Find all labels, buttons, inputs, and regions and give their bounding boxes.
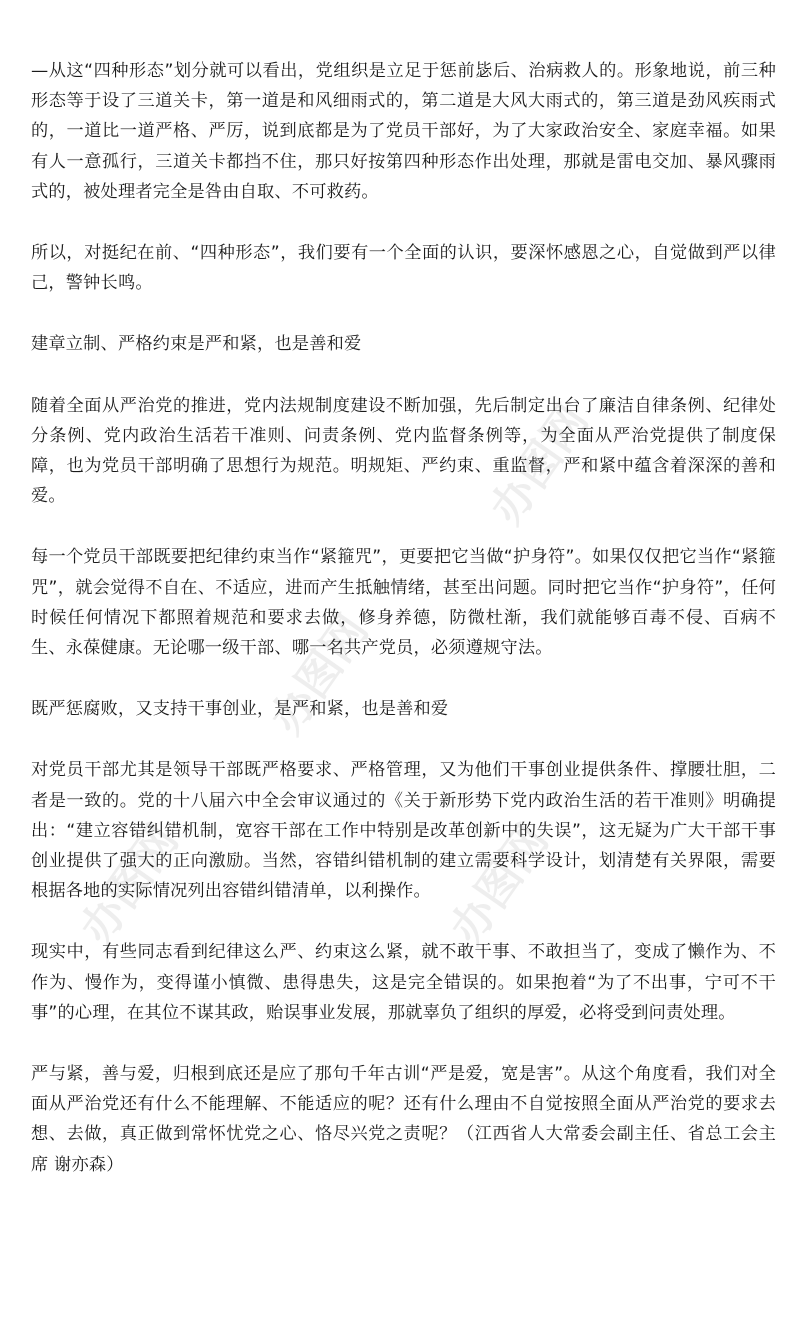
article-body (31, 56, 776, 1180)
paragraph: 对党员干部尤其是领导干部既严格要求、严格管理，又为他们干事创业提供条件、撑腰壮胆，二者是一致的。党的十八届六中全会审议通过的《关于新形势下党内政治生活的若干准则》明确提出：“建立容错纠错机制，宽容干部在工作中特别是改革创新中的失误”，这无疑为广大干部干事创业提供了强大的正向激励。当然，容错纠错机制的建立需要科学设计，划清楚有关界限，需要根据各地的实际情况列出容错纠错清单，以利操作。 (31, 760, 776, 902)
paragraph: 随着全面从严治党的推进，党内法规制度建设不断加强，先后制定出台了廉洁自律条例、纪律处分条例、党内政治生活若干准则、问责条例、党内监督条例等，为全面从严治党提供了制度保障，也为党员干部明确了思想行为规范。明规矩、严约束、重监督，严和紧中蕴含着深深的善和爱。 (31, 395, 776, 507)
section-heading: 既严惩腐败，又支持干事创业，是严和紧，也是善和爱 (31, 699, 449, 720)
watermark-logo: 办图网 (70, 815, 189, 954)
paragraph: —从这“四种形态”划分就可以看出，党组织是立足于惩前毖后、治病救人的。形象地说，前三种形态等于设了三道关卡，第一道是和风细雨式的，第二道是大风大雨式的，第三道是劲风疾雨式的，一道比一道严格、严厉，说到底都是为了党员干部好，为了大家政治安全、家庭幸福。如果有人一意孤行，三道关卡都挡不住，那只好按第四种形态作出处理，那就是雷电交加、暴风骤雨式的，被处理者完全是咎由自取、不可救药。 (31, 61, 776, 202)
paragraph: 现实中，有些同志看到纪律这么严、约束这么紧，就不敢干事、不敢担当了，变成了懒作为、不作为、慢作为，变得谨小慎微、患得患失，这是完全错误的。如果抱着“为了不出事，宁可不干事”的心理，在其位不谋其政，贻误事业发展，那就辜负了组织的厚爱，必将受到问责处理。 (31, 942, 776, 1023)
paragraph: 所以，对挺纪在前、“四种形态”，我们要有一个全面的认识，要深怀感恩之心，自觉做到严以律己，警钟长鸣。 (31, 243, 776, 294)
section-heading: 建章立制、严格约束是严和紧，也是善和爱 (31, 334, 362, 355)
paragraph: 严与紧，善与爱，归根到底还是应了那句千年古训“严是爱，宽是害”。从这个角度看，我们对全面从严治党还有什么不能理解、不能适应的呢？还有什么理由不自觉按照全面从严治党的要求去想、去做，真正做到常怀忧党之心、恪尽兴党之责呢？（江西省人大常委会副主任、省总工会主席 谢亦森） (31, 1064, 776, 1175)
watermark-logo: 办图网 (480, 395, 599, 534)
watermark-logo: 办图网 (260, 605, 379, 744)
paragraph: 每一个党员干部既要把纪律约束当作“紧箍咒”，更要把它当做“护身符”。如果仅仅把它当作“紧箍咒”，就会觉得不自在、不适应，进而产生抵触情绪，甚至出问题。同时把它当作“护身符”，任何时候任何情况下都照着规范和要求去做，修身养德，防微杜渐，我们就能够百毒不侵、百病不生、永葆健康。无论哪一级干部、哪一名共产党员，必须遵规守法。 (31, 547, 776, 659)
watermark-logo: 办图网 (440, 815, 559, 954)
